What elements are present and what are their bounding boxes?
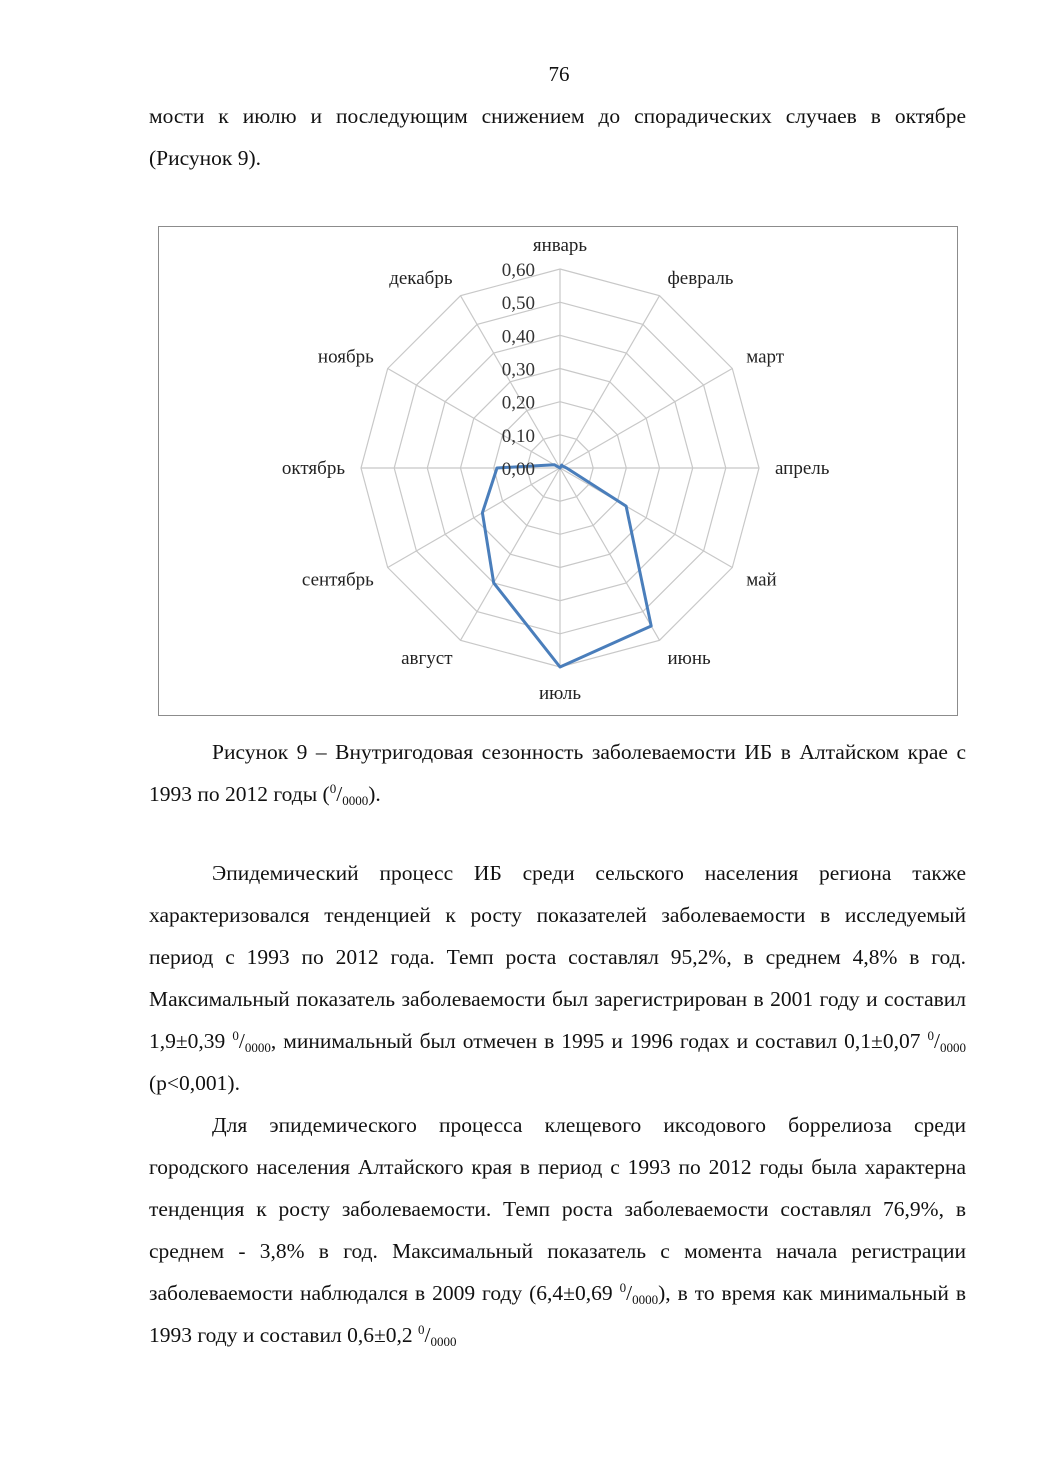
category-label: август: [401, 648, 453, 670]
paragraph-continuation: [149, 95, 966, 179]
category-label: июнь: [667, 648, 711, 670]
category-label: декабрь: [389, 267, 453, 289]
unit-sup: 0: [619, 1280, 627, 1295]
category-label: ноябрь: [317, 346, 374, 368]
category-label: февраль: [667, 267, 734, 289]
category-label: май: [746, 569, 777, 591]
caption-unit-slash: /: [336, 782, 343, 806]
page-number: 76: [548, 62, 570, 86]
category-label: январь: [532, 235, 588, 256]
paragraph-text: , минимальный был отмечен в 1995 и 1996 годах и составил 0,1±0,07: [270, 1029, 928, 1053]
tick-label: 0,40: [501, 326, 535, 348]
unit-slash: /: [934, 1029, 940, 1053]
tick-label: 0,20: [501, 392, 535, 414]
tick-label: 0,30: [501, 359, 535, 381]
category-label: март: [746, 346, 785, 368]
caption-text: Рисунок 9 – Внутригодовая сезонность заболеваемости ИБ в Алтайском крае с 1993 по 2012 годы (: [149, 740, 966, 806]
category-label: октябрь: [281, 458, 345, 479]
unit-sup: 0: [232, 1028, 239, 1043]
grid-spoke: [560, 296, 660, 468]
paragraph-text: Для эпидемического процесса клещевого иксодового боррелиоза среди городского населения Алтайского края в период с 1993 по 2012 годы была характерна тенденция к росту заболеваемости. Темп роста заболеваемости составлял 76,9%, в среднем - 3,8% в год. Максимальный показатель с момента начала регистрации заболеваемости наблюдался в 2009 году (6,4±0,69: [149, 1113, 966, 1305]
paragraph-urban: [149, 1104, 966, 1356]
tick-label: 0,50: [501, 293, 535, 315]
paragraph-rural: [149, 852, 966, 1104]
paragraph-text: (p<0,001).: [149, 1071, 240, 1095]
grid-spoke: [388, 369, 560, 469]
chart-ticks: [502, 260, 535, 480]
unit-slash: /: [238, 1029, 245, 1053]
figure-caption: [149, 731, 966, 815]
paragraph-text: мости к июлю и последующим снижением до спорадических случаев в октябре (Рисунок 9).: [149, 104, 966, 170]
unit-sub: 0000: [430, 1334, 457, 1349]
category-label: июль: [538, 683, 582, 704]
caption-unit-sub: 0000: [342, 793, 369, 808]
caption-suffix: ).: [368, 782, 381, 806]
grid-spoke: [560, 468, 660, 640]
radar-chart-svg: [159, 227, 959, 717]
category-label: сентябрь: [301, 569, 374, 591]
tick-label: 0,00: [501, 459, 535, 480]
grid-spoke: [560, 369, 732, 469]
unit-sub: 0000: [940, 1040, 966, 1055]
unit-sup: 0: [927, 1028, 935, 1043]
unit-sup: 0: [418, 1322, 425, 1337]
paragraph-text: ), в то время как минимальный в 1993 году и составил 0,6±0,2: [149, 1281, 966, 1347]
radar-chart: [158, 226, 958, 716]
body-text: [149, 852, 966, 1356]
grid-spoke: [388, 468, 560, 568]
unit-sub: 0000: [244, 1040, 271, 1055]
unit-slash: /: [626, 1281, 633, 1305]
paragraph-text: Эпидемический процесс ИБ среди сельского населения региона также характеризовался тенденцией к росту показателей заболеваемости в исследуемый период с 1993 по 2012 года. Темп роста составлял 95,2%, в среднем 4,8% в год. Максимальный показатель заболеваемости был зарегистрирован в 2001 году и составил 1,9±0,39: [149, 861, 966, 1053]
chart-category-labels: [282, 235, 830, 704]
tick-label: 0,60: [501, 260, 535, 281]
unit-slash: /: [424, 1323, 431, 1347]
caption-unit-sup: 0: [329, 781, 337, 796]
tick-label: 0,10: [501, 425, 535, 447]
grid-spoke: [560, 468, 732, 568]
unit-sub: 0000: [632, 1292, 659, 1307]
grid-spoke: [461, 468, 561, 640]
category-label: апрель: [775, 458, 830, 479]
